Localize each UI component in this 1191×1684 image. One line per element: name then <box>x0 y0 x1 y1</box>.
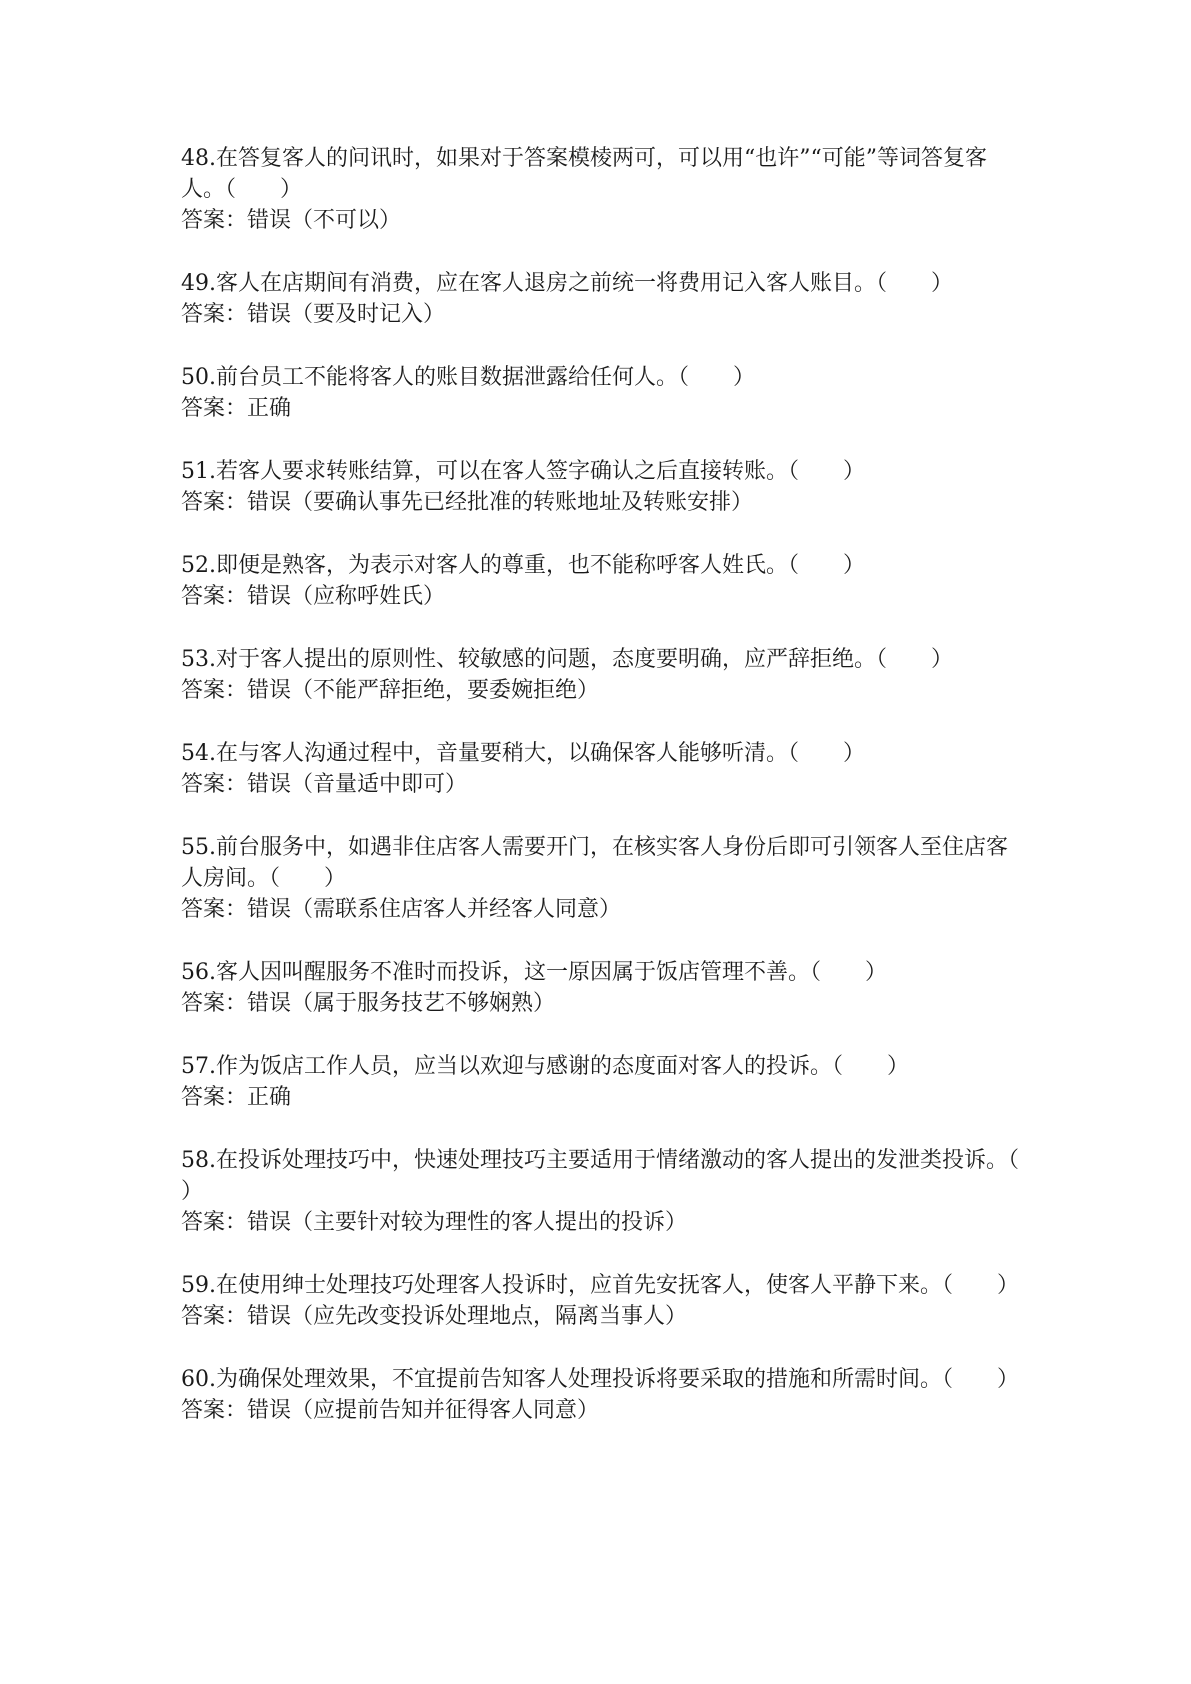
question-item-58 <box>181 1145 1064 1238</box>
question-text: 51.若客人要求转账结算，可以在客人签字确认之后直接转账。（ ） <box>181 459 865 484</box>
question-text: 55.前台服务中，如遇非住店客人需要开门，在核实客人身份后即可引领客人至住店客人房间。（ ） <box>181 835 1008 891</box>
question-text: 54.在与客人沟通过程中，音量要稍大，以确保客人能够听清。（ ） <box>181 741 865 766</box>
question-text: 59.在使用绅士处理技巧处理客人投诉时，应首先安抚客人，使客人平静下来。（ ） <box>181 1273 1019 1298</box>
question-text: 53.对于客人提出的原则性、较敏感的问题，态度要明确，应严辞拒绝。（ ） <box>181 647 953 672</box>
question-text: 49.客人在店期间有消费，应在客人退房之前统一将费用记入客人账目。（ ） <box>181 271 953 296</box>
answer-text: 答案：错误（应提前告知并征得客人同意） <box>181 1398 600 1423</box>
question-text: 58.在投诉处理技巧中，快速处理技巧主要适用于情绪激动的客人提出的发泄类投诉。（ ） <box>181 1148 1064 1204</box>
question-text: 60.为确保处理效果，不宜提前告知客人处理投诉将要采取的措施和所需时间。（ ） <box>181 1367 1019 1392</box>
question-item-50 <box>181 362 1021 424</box>
question-item-49 <box>181 268 1021 330</box>
question-text: 57.作为饭店工作人员，应当以欢迎与感谢的态度面对客人的投诉。（ ） <box>181 1054 909 1079</box>
question-item-53 <box>181 644 1021 706</box>
answer-text: 答案：错误（要及时记入） <box>181 302 446 327</box>
question-item-55 <box>181 832 1021 925</box>
question-item-52 <box>181 550 1021 612</box>
question-item-51 <box>181 456 1021 518</box>
answer-text: 答案：正确 <box>181 1085 292 1110</box>
answer-text: 答案：正确 <box>181 396 292 421</box>
answer-text: 答案：错误（音量适中即可） <box>181 772 468 797</box>
question-list <box>181 143 1064 1458</box>
question-text: 56.客人因叫醒服务不准时而投诉，这一原因属于饭店管理不善。（ ） <box>181 960 887 985</box>
question-text: 48.在答复客人的问讯时，如果对于答案模棱两可，可以用“也许”“可能”等词答复客人。（ ） <box>181 146 987 202</box>
answer-text: 答案：错误（应先改变投诉处理地点，隔离当事人） <box>181 1304 688 1329</box>
question-item-54 <box>181 738 1021 800</box>
answer-text: 答案：错误（要确认事先已经批准的转账地址及转账安排） <box>181 490 754 515</box>
question-text: 52.即便是熟客，为表示对客人的尊重，也不能称呼客人姓氏。（ ） <box>181 553 865 578</box>
answer-text: 答案：错误（主要针对较为理性的客人提出的投诉） <box>181 1210 688 1235</box>
answer-text: 答案：错误（属于服务技艺不够娴熟） <box>181 991 556 1016</box>
question-item-56 <box>181 957 1021 1019</box>
question-item-57 <box>181 1051 1021 1113</box>
answer-text: 答案：错误（需联系住店客人并经客人同意） <box>181 897 622 922</box>
answer-text: 答案：错误（不可以） <box>181 208 402 233</box>
question-item-60 <box>181 1364 1021 1426</box>
question-item-48 <box>181 143 1021 236</box>
question-item-59 <box>181 1270 1021 1332</box>
question-text: 50.前台员工不能将客人的账目数据泄露给任何人。（ ） <box>181 365 755 390</box>
answer-text: 答案：错误（应称呼姓氏） <box>181 584 446 609</box>
answer-text: 答案：错误（不能严辞拒绝，要委婉拒绝） <box>181 678 600 703</box>
